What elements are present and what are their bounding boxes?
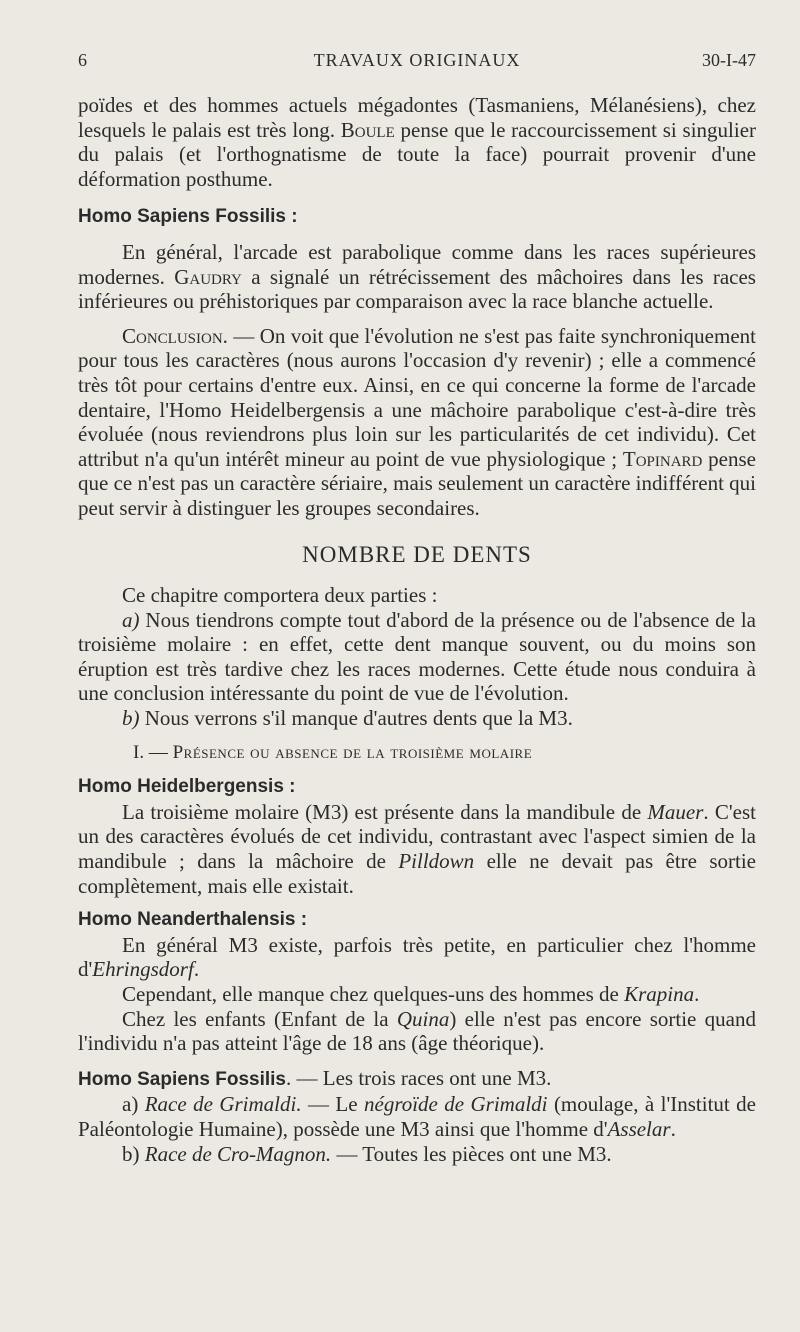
section-title: NOMBRE DE DENTS xyxy=(302,541,532,567)
paragraph-neanderthal-3: Chez les enfants (Enfant de la Quina) elle n'est pas encore sortie quand l'individu n'a pas atteint l'âge de 18 ans (âge théorique). xyxy=(78,1006,756,1056)
paragraph-conclusion: Conclusion. — On voit que l'évolution ne s'est pas faite synchroniquement pour tous les caractères (nous aurons l'occasion d'y revenir) ; elle a commencé très tôt pour certains d'entre eux. Ainsi, en ce qui concerne la forme de l'arcade dentaire, l'Homo Heidelbergensis a une mâchoire parabolique c'est-à-dire très évoluée (nous reviendrons plus loin sur les particularités de cet individu). Cet attribut n'a qu'un intérêt mineur au point de vue physiologique ; Topinard pense que ce n'est pas un caractère sériaire, mais seulement un caractère indifférent qui peut servir à distinguer les groupes secondaires. xyxy=(78,323,756,520)
running-header xyxy=(78,50,756,76)
list-label-a: a) xyxy=(122,607,140,632)
paragraph-intro: Ce chapitre comportera deux parties : xyxy=(122,583,438,608)
heading-homo-sapiens-fossilis: Homo Sapiens Fossilis : xyxy=(78,206,298,228)
author-gaudry: Gaudry xyxy=(174,264,242,289)
paragraph-sapiens-arcade: En général, l'arcade est parabolique comme dans les races supérieures modernes. Gaudry a signalé un rétrécissement des mâchoires dans les races inférieures ou préhistoriques par comparaison avec la race blanche actuelle. xyxy=(78,239,756,314)
paragraph-cro-magnon: b) Race de Cro-Magnon. — Toutes les pièces ont une M3. xyxy=(122,1141,612,1166)
paragraph-grimaldi: a) Race de Grimaldi. — Le négroïde de Grimaldi (moulage, à l'Institut de Paléontologie Humaine), possède une M3 ainsi que l'homme d'Asselar. xyxy=(78,1092,756,1141)
running-title: TRAVAUX ORIGINAUX xyxy=(313,50,521,70)
subsection-title: I. — Présence ou absence de la troisième molaire xyxy=(133,741,533,763)
paragraph-sapiens-m3: Homo Sapiens Fossilis. — Les trois races ont une M3. xyxy=(78,1065,552,1090)
paragraph-palais: poïdes et des hommes actuels mégadontes (Tasmaniens, Mélanésiens), chez lesquels le palais est très long. Boule pense que le raccourcissement si singulier du palais (et l'orthognatisme de toute la face) pourrait provenir d'une déformation posthume. xyxy=(78,93,757,191)
paragraph-part-b: b) Nous verrons s'il manque d'autres dents que la M3. xyxy=(122,706,573,731)
paragraph-part-a: a) Nous tiendrons compte tout d'abord de la présence ou de l'absence de la troisième molaire : en effet, cette dent manque souvent, ou du moins son éruption est très tardive chez les races modernes. Cette étude nous conduira à une conclusion intéressante du point de vue de l'évolution. xyxy=(78,607,756,706)
header-date: 30-I-47 xyxy=(702,50,756,70)
document-body xyxy=(78,93,756,1166)
heading-homo-neanderthalensis: Homo Neanderthalensis : xyxy=(78,909,308,931)
author-boule: Boule xyxy=(340,117,395,142)
conclusion-label: Conclusion. xyxy=(122,323,228,348)
paragraph-neanderthal-2: Cependant, elle manque chez quelques-uns des hommes de Krapina. xyxy=(122,982,700,1006)
author-topinard: Topinard xyxy=(622,446,703,471)
heading-homo-heidelbergensis: Homo Heidelbergensis : xyxy=(78,776,296,798)
page-number: 6 xyxy=(78,50,87,70)
heading-homo-sapiens-fossilis-2: Homo Sapiens Fossilis xyxy=(78,1068,286,1090)
paragraph-heidelberg: La troisième molaire (M3) est présente dans la mandibule de Mauer. C'est un des caractères évolués de cet individu, contrastant avec l'aspect simien de la mandibule ; dans la mâchoire de Pilldown elle ne devait pas être sortie complètement, mais elle existait. xyxy=(78,799,757,898)
list-label-b: b) xyxy=(122,706,140,731)
paragraph-neanderthal-1: En général M3 existe, parfois très petite, en particulier chez l'homme d'Ehringsdorf. xyxy=(78,932,756,982)
